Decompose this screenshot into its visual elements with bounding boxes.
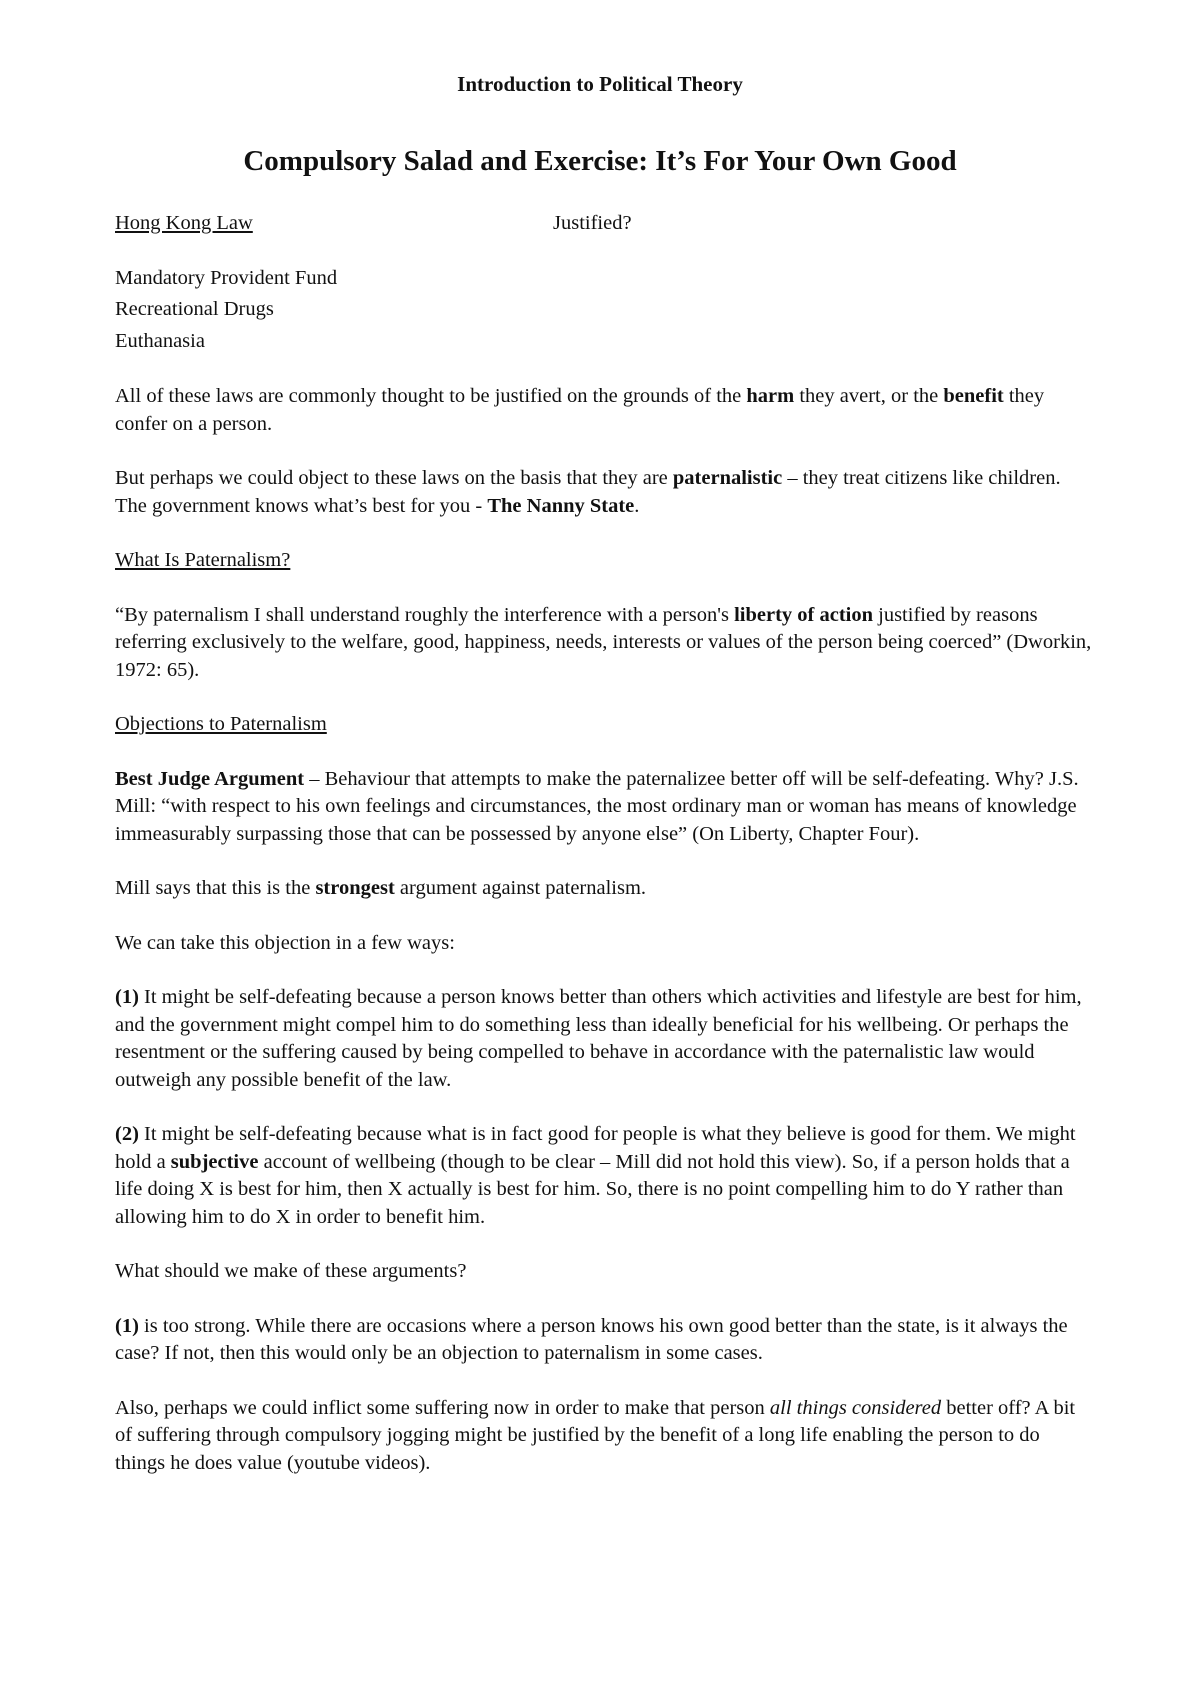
text-run: But perhaps we could object to these laws on the basis that they are bbox=[115, 467, 673, 489]
paragraph-justification bbox=[115, 383, 1095, 438]
bold-term-nanny-state: The Nanny State bbox=[487, 494, 635, 517]
column-header-law: Hong Kong Law bbox=[115, 212, 253, 234]
paragraph-dworkin-quote bbox=[115, 602, 1095, 685]
text-run: is too strong. While there are occasions where a person knows his own good better than the state, is it always the case? If not, then this would only be an objection to paternalism in some cases. bbox=[115, 1314, 1068, 1364]
document-body bbox=[115, 210, 1095, 1504]
text-run: All of these laws are commonly thought to be justified on the grounds of the bbox=[115, 385, 747, 407]
law-list bbox=[115, 265, 1095, 360]
bold-term-strongest: strongest bbox=[315, 877, 395, 899]
text-run: “By paternalism I shall understand roughly the interference with a person's bbox=[115, 603, 735, 626]
document-title: Compulsory Salad and Exercise: It’s For Your Own Good bbox=[243, 145, 957, 177]
paragraph-best-judge bbox=[115, 766, 1095, 849]
paragraph-ways: We can take this objection in a few ways: bbox=[115, 931, 455, 954]
bold-term-subjective: subjective bbox=[170, 1150, 259, 1173]
paragraph-also bbox=[115, 1395, 1095, 1478]
text-run: Also, perhaps we could inflict some suffering now in order to make that person bbox=[115, 1396, 770, 1419]
point-number: (1) bbox=[115, 1314, 139, 1337]
section-heading-objections: Objections to Paternalism bbox=[115, 713, 327, 735]
law-table-header bbox=[115, 210, 1095, 238]
column-header-justified: Justified? bbox=[553, 212, 632, 234]
paragraph-mill-strongest bbox=[115, 875, 1095, 903]
text-run: It might be self-defeating because what is in fact good for people is what they believe is good for them. We might hold a bbox=[115, 1123, 1076, 1173]
text-run: – Behaviour that attempts to make the paternalizee better off will be self-defeating. Why? J.S. Mill: “with respect to his own feelings and circumstances, the most ordinary man or woman has means of knowledge immeasurably surpassing those that can be possessed by anyone else” (On Liberty, Chapter Four). bbox=[115, 767, 1079, 845]
law-item: Recreational Drugs bbox=[115, 298, 274, 320]
text-run: justified by reasons referring exclusively to the welfare, good, happiness, needs, interests or values of the person being coerced” (Dworkin, 1972: 65). bbox=[115, 603, 1092, 681]
text-run: – they treat citizens like children. The government knows what’s best for you - bbox=[115, 467, 1061, 517]
text-run: argument against paternalism. bbox=[394, 877, 647, 899]
bold-term-harm: harm bbox=[746, 385, 795, 407]
bold-term-benefit: benefit bbox=[943, 385, 1004, 407]
paragraph-point-1 bbox=[115, 984, 1095, 1094]
text-run: they avert, or the bbox=[794, 385, 944, 407]
text-run: they confer on a person. bbox=[115, 385, 1045, 435]
paragraph-reply-1 bbox=[115, 1313, 1095, 1368]
law-item: Euthanasia bbox=[115, 329, 205, 352]
text-run: Mill says that this is the bbox=[115, 877, 316, 899]
bold-term-best-judge: Best Judge Argument bbox=[115, 767, 305, 790]
point-number: (2) bbox=[115, 1123, 139, 1145]
paragraph-what-make: What should we make of these arguments? bbox=[115, 1260, 467, 1282]
text-run: It might be self-defeating because a person knows better than others which activities and lifestyle are best for him, and the government might compel him to do something less than ideally beneficial for his wellbeing. Or perhaps the resentment or the suffering caused by being compelled to behave in accordance with the paternalistic law would outweigh any possible benefit of the law. bbox=[115, 986, 1082, 1091]
paragraph-objection bbox=[115, 465, 1095, 520]
paragraph-point-2 bbox=[115, 1121, 1095, 1231]
point-number: (1) bbox=[115, 986, 139, 1008]
course-header: Introduction to Political Theory bbox=[457, 72, 743, 96]
section-heading-what-is-paternalism: What Is Paternalism? bbox=[115, 549, 291, 571]
italic-term-all-things-considered: all things considered bbox=[769, 1396, 942, 1419]
law-item: Mandatory Provident Fund bbox=[115, 266, 338, 289]
bold-term-paternalistic: paternalistic bbox=[672, 467, 783, 489]
text-run: account of wellbeing (though to be clear – Mill did not hold this view). So, if a person holds that a life doing X is best for him, then X actually is best for him. So, there is no point compelling him to do Y rather than allowing him to do X in order to benefit him. bbox=[115, 1150, 1070, 1228]
text-run: better off? A bit of suffering through compulsory jogging might be justified by the benefit of a long life enabling the person to do things he does value (youtube videos). bbox=[115, 1396, 1076, 1474]
text-run: . bbox=[634, 494, 640, 517]
bold-term-liberty-of-action: liberty of action bbox=[734, 603, 873, 626]
